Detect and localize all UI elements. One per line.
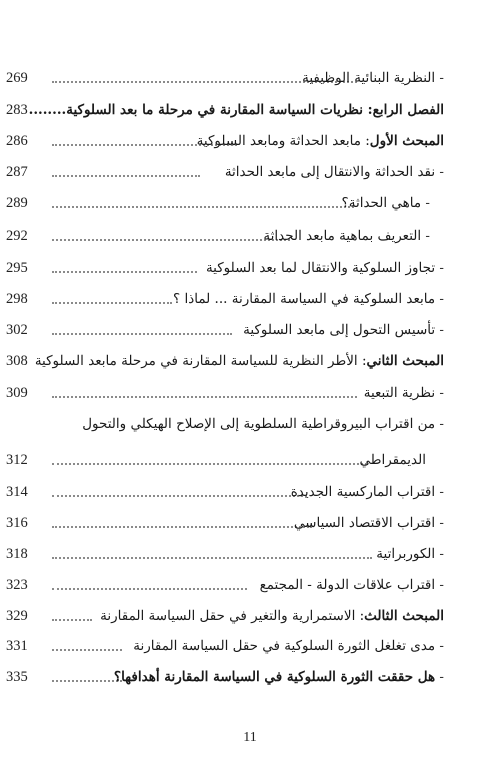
toc-entry-title <box>342 191 430 215</box>
toc-entry-text: مابعد السلوكية في السياسة المقارنة ... لماذا ؟ <box>173 291 436 307</box>
toc-entry-text: الكوربراتية <box>376 546 436 562</box>
dash-marker: - <box>435 669 444 685</box>
dash-marker: - <box>421 195 430 211</box>
toc-page-number: 331 <box>6 638 28 654</box>
dash-marker: - <box>435 546 444 562</box>
toc-page-number: 335 <box>6 669 28 685</box>
toc-entry-text: نظرية التبعية <box>363 385 436 401</box>
toc-entry-text: تجاوز السلوكية والانتقال لما بعد السلوكية <box>205 260 436 276</box>
toc-entry <box>0 412 500 436</box>
toc-entry-text: اقتراب الاقتصاد السياسي <box>293 515 436 531</box>
dot-leader <box>52 302 172 304</box>
toc-entry-text: النظرية البنائية الوظيفية <box>302 70 436 86</box>
dash-marker: - <box>421 228 430 244</box>
toc-entry-bold: المبحث الثاني <box>366 353 444 369</box>
dash-marker: - <box>435 577 444 593</box>
toc-entry-text: ماهي الحداثة؟ <box>341 195 422 211</box>
toc-entry-title <box>364 381 444 405</box>
toc-entry-text: تأسيس التحول إلى مابعد السلوكية <box>243 322 436 338</box>
toc-page-number: 309 <box>6 385 28 401</box>
toc-entry <box>0 318 500 342</box>
toc-entry-title <box>243 318 444 342</box>
toc-entry <box>0 573 500 597</box>
toc-entry <box>0 98 500 122</box>
toc-entry-text: الديمقراطي <box>359 452 426 468</box>
toc-entry-text: اقتراب علاقات الدولة - المجتمع <box>259 577 436 593</box>
toc-entry <box>0 349 500 373</box>
dash-marker: - <box>435 291 444 307</box>
toc-entry <box>0 480 500 504</box>
dot-leader <box>52 588 247 590</box>
toc-page-number: 289 <box>6 195 28 211</box>
dot-leader <box>52 333 232 335</box>
toc-page-number: 287 <box>6 164 28 180</box>
toc-entry-title <box>173 287 444 311</box>
toc-entry <box>0 129 500 153</box>
toc-page-number: 302 <box>6 322 28 338</box>
toc-entry-bold: المبحث الثالث <box>364 608 444 624</box>
toc-entry-bold: هل حققت الثورة السلوكية في السياسة المقارنة أهدافها؟ <box>113 669 436 685</box>
dot-leader <box>52 649 122 651</box>
toc-page-number: 295 <box>6 260 28 276</box>
toc-page-number: 318 <box>6 546 28 562</box>
dash-marker: - <box>435 385 444 401</box>
toc-entry-title <box>114 665 444 689</box>
toc-entry-text: من اقتراب البيروقراطية السلطوية إلى الإصلاح الهيكلي والتحول <box>82 416 436 432</box>
toc-page-number: 292 <box>6 228 28 244</box>
dot-leader <box>52 557 372 559</box>
toc-entry-title <box>260 573 444 597</box>
dot-leader <box>52 175 200 177</box>
dot-leader <box>52 239 290 241</box>
dot-leader <box>52 271 197 273</box>
toc-page-number: 286 <box>6 133 28 149</box>
toc-entry-title <box>359 448 426 472</box>
toc-page-number: 316 <box>6 515 28 531</box>
dot-leader <box>52 495 307 497</box>
toc-entry <box>0 511 500 535</box>
toc-entry-title <box>302 66 444 90</box>
toc-entry-title <box>294 511 444 535</box>
toc-entry <box>0 381 500 405</box>
toc-page-number: 283 <box>6 102 28 118</box>
toc-entry <box>0 634 500 658</box>
toc-entry-title <box>35 349 444 373</box>
toc-entry-text: نقد الحداثة والانتقال إلى مابعد الحداثة <box>224 164 436 180</box>
toc-entry <box>0 542 500 566</box>
toc-entry <box>0 448 500 472</box>
toc-page-number: 312 <box>6 452 28 468</box>
toc-entry-title <box>206 256 444 280</box>
toc-page-number: 308 <box>6 353 28 369</box>
dash-marker: - <box>435 638 444 654</box>
toc-entry-title <box>225 160 444 184</box>
toc-page-number: 323 <box>6 577 28 593</box>
toc-entry-bold: الفصل الرابع: نظريات السياسة المقارنة في مرحلة ما بعد السلوكية........ <box>28 102 444 118</box>
toc-entry-title <box>133 634 444 658</box>
toc-entry-title <box>376 542 444 566</box>
toc-entry-text: اقتراب الماركسية الجديدة <box>290 484 436 500</box>
toc-entry-title <box>82 412 444 436</box>
toc-entry-bold: المبحث الأول <box>369 133 444 149</box>
toc-entry-text: : مابعد الحداثة ومابعد السلوكية <box>196 133 370 149</box>
dash-marker: - <box>435 260 444 276</box>
dash-marker: - <box>435 322 444 338</box>
dash-marker: - <box>435 164 444 180</box>
dash-marker: - <box>435 70 444 86</box>
dot-leader <box>52 619 92 621</box>
page-number: 11 <box>243 730 257 745</box>
dot-leader <box>52 396 357 398</box>
toc-entry-text: : الاستمرارية والتغير في حقل السياسة المقارنة <box>100 608 365 624</box>
dash-marker: - <box>435 515 444 531</box>
toc-entry <box>0 224 500 248</box>
toc-page-number: 269 <box>6 70 28 86</box>
toc-entry-title <box>197 129 444 153</box>
toc-entry-title <box>100 604 444 628</box>
toc-entry <box>0 191 500 215</box>
toc-entry <box>0 665 500 689</box>
toc-entry-title <box>291 480 444 504</box>
toc-entry-text: التعريف بماهية مابعد الحداثة <box>263 228 422 244</box>
dot-leader <box>52 680 122 682</box>
toc-entry <box>0 256 500 280</box>
toc-entry-title <box>263 224 430 248</box>
toc-entry <box>0 604 500 628</box>
toc-entry-text: مدى تغلغل الثورة السلوكية في حقل السياسة المقارنة <box>133 638 436 654</box>
toc-entry-title <box>29 98 444 122</box>
toc-entry <box>0 66 500 90</box>
toc-entry <box>0 287 500 311</box>
toc-entry-text: : الأطر النظرية للسياسة المقارنة في مرحلة مابعد السلوكية <box>34 353 367 369</box>
toc-page-number: 329 <box>6 608 28 624</box>
dot-leader <box>52 463 367 465</box>
dash-marker: - <box>435 416 444 432</box>
toc-page-number: 314 <box>6 484 28 500</box>
dot-leader <box>52 206 354 208</box>
dot-leader <box>52 526 312 528</box>
toc-page-number: 298 <box>6 291 28 307</box>
dash-marker: - <box>435 484 444 500</box>
toc-entry <box>0 160 500 184</box>
